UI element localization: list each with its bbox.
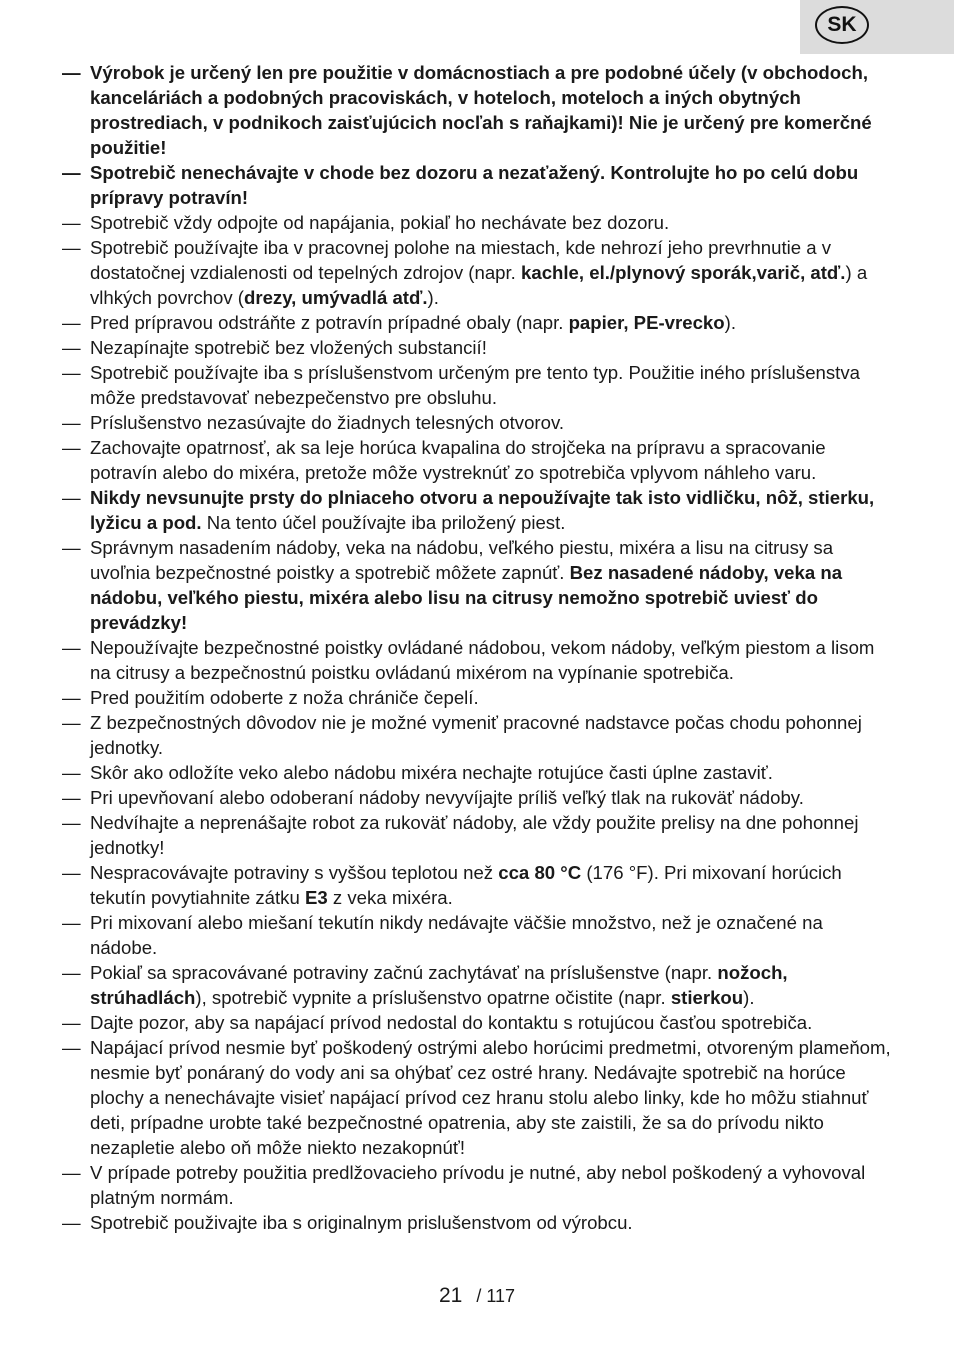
item-text: Na tento účel používajte iba priložený piest. bbox=[201, 512, 566, 533]
list-item bbox=[62, 960, 892, 1010]
item-text: Skôr ako odložíte veko alebo nádobu mixéra nechajte rotujúce časti úplne zastaviť. bbox=[90, 762, 773, 783]
dash-marker: — bbox=[62, 912, 81, 933]
item-text: kachle, el./plynový sporák,varič, atď. bbox=[521, 262, 846, 283]
dash-marker: — bbox=[62, 212, 81, 233]
dash-marker: — bbox=[62, 162, 81, 183]
dash-marker: — bbox=[62, 787, 81, 808]
item-text: Pri mixovaní alebo miešaní tekutín nikdy nedávajte väčšie množstvo, než je označené na nádobe. bbox=[90, 912, 823, 958]
dash-marker: — bbox=[62, 1162, 81, 1183]
item-text: Pokiaľ sa spracovávané potraviny začnú zachytávať na príslušenstve (napr. bbox=[90, 962, 718, 983]
page-number: 21 bbox=[438, 1284, 463, 1307]
item-text: Príslušenstvo nezasúvajte do žiadnych telesných otvorov. bbox=[90, 412, 565, 433]
item-text: Pred prípravou odstráňte z potravín prípadné obaly (napr. bbox=[90, 312, 569, 333]
item-text: Pred použitím odoberte z noža chrániče čepelí. bbox=[90, 687, 479, 708]
item-text: Spotrebič použivajte iba s originalnym prislušenstvom od výrobcu. bbox=[90, 1212, 633, 1233]
list-item bbox=[62, 1160, 892, 1210]
item-text: cca 80 °C bbox=[498, 862, 582, 883]
dash-marker: — bbox=[62, 62, 81, 83]
item-text: ). bbox=[743, 987, 755, 1008]
dash-marker: — bbox=[62, 437, 81, 458]
list-item bbox=[62, 160, 892, 210]
dash-marker: — bbox=[62, 312, 81, 333]
item-text: Nedvíhajte a neprenášajte robot za rukoväť nádoby, ale vždy použite prelisy na dne pohonnej jednotky! bbox=[90, 812, 859, 858]
item-text: Napájací prívod nesmie byť poškodený ostrými alebo horúcimi predmetmi, otvoreným plameňom, nesmie byť ponáraný do vody ani sa ohýbať cez ostré hrany. Nedávajte spotrebič na horúce plochy a nenechávajte visieť napájací prívod cez hranu stolu alebo linky, kde ho môžu stiahnuť deti, prípadne urobte také bezpečnostné opatrenia, aby ste zaistili, že sa do prívodu nikto nezapletie alebo oň môže niekto nezakopnúť! bbox=[90, 1037, 891, 1158]
dash-marker: — bbox=[62, 337, 81, 358]
item-text: Spotrebič nenechávajte v chode bez dozoru a nezaťažený. Kontrolujte ho po celú dobu prípravy potravín! bbox=[90, 162, 859, 208]
dash-marker: — bbox=[62, 712, 81, 733]
page-total: / 117 bbox=[476, 1286, 516, 1306]
list-item bbox=[62, 360, 892, 410]
item-text: ). bbox=[427, 287, 439, 308]
item-text: Dajte pozor, aby sa napájací prívod nedostal do kontaktu s rotujúcou časťou spotrebiča. bbox=[90, 1012, 813, 1033]
dash-marker: — bbox=[62, 487, 81, 508]
item-text: (176 °F). Pri mixovaní horúcich tekutín povytiahnite zátku bbox=[90, 862, 842, 908]
list-item bbox=[62, 910, 892, 960]
dash-marker: — bbox=[62, 237, 81, 258]
dash-marker: — bbox=[62, 962, 81, 983]
list-item bbox=[62, 860, 892, 910]
item-text: Z bezpečnostných dôvodov nie je možné vymeniť pracovné nadstavce počas chodu pohonnej jednotky. bbox=[90, 712, 862, 758]
item-text: Nespracovávajte potraviny s vyššou teplotou než bbox=[90, 862, 499, 883]
list-item bbox=[62, 785, 892, 810]
item-text: nožoch, strúhadlách bbox=[90, 962, 788, 1008]
item-text: ) a vlhkých povrchov ( bbox=[90, 262, 868, 308]
list-item bbox=[62, 710, 892, 760]
item-text: Správnym nasadením nádoby, veka na nádobu, veľkého piestu, mixéra a lisu na citrusy sa uvoľnia bezpečnostné poistky a spotrebič môžete zapnúť. bbox=[90, 537, 834, 583]
list-item bbox=[62, 310, 892, 335]
item-text: Pri upevňovaní alebo odoberaní nádoby nevyvíjajte príliš veľký tlak na rukoväť nádoby. bbox=[90, 787, 804, 808]
page-footer bbox=[0, 1284, 954, 1308]
list-item bbox=[62, 210, 892, 235]
dash-marker: — bbox=[62, 362, 81, 383]
list-item bbox=[62, 1010, 892, 1035]
list-item bbox=[62, 1210, 892, 1235]
item-text: ). bbox=[724, 312, 736, 333]
list-item bbox=[62, 235, 892, 310]
list-item bbox=[62, 60, 892, 160]
item-text: Spotrebič používajte iba s príslušenstvom určeným pre tento typ. Použitie iného príslušenstva môže predstavovať nebezpečenstvo pre obsluhu. bbox=[90, 362, 860, 408]
dash-marker: — bbox=[62, 412, 81, 433]
item-text: Zachovajte opatrnosť, ak sa leje horúca kvapalina do strojčeka na prípravu a spracovanie potravín alebo do mixéra, pretože môže vystreknúť zo spotrebiča vplyvom náhleho varu. bbox=[90, 437, 826, 483]
item-text: Spotrebič používajte iba v pracovnej polohe na miestach, kde nehrozí jeho prevrhnutie a v dostatočnej vzdialenosti od tepelných zdrojov (napr. bbox=[90, 237, 832, 283]
dash-marker: — bbox=[62, 1012, 81, 1033]
language-badge: SK bbox=[815, 6, 869, 44]
dash-marker: — bbox=[62, 1212, 81, 1233]
list-item bbox=[62, 535, 892, 635]
list-item bbox=[62, 335, 892, 360]
item-text: Nikdy nevsunujte prsty do plniaceho otvoru a nepoužívajte tak isto vidličku, nôž, stierku, lyžicu a pod. bbox=[90, 487, 875, 533]
item-text: Bez nasadené nádoby, veka na nádobu, veľkého piestu, mixéra alebo lisu na citrusy nemožno spotrebič uviesť do prevádzky! bbox=[90, 562, 843, 633]
item-text: V prípade potreby použitia predlžovacieho prívodu je nutné, aby nebol poškodený a vyhovoval platným normám. bbox=[90, 1162, 866, 1208]
item-text: drezy, umývadlá atď. bbox=[243, 287, 428, 308]
list-item bbox=[62, 810, 892, 860]
item-text: Nepoužívajte bezpečnostné poistky ovládané nádobou, vekom nádoby, veľkým piestom a lisom na citrusy a bezpečnostnú poistku ovládanú mixérom na vypínanie spotrebiča. bbox=[90, 637, 875, 683]
dash-marker: — bbox=[62, 637, 81, 658]
dash-marker: — bbox=[62, 862, 81, 883]
list-item bbox=[62, 760, 892, 785]
list-item bbox=[62, 685, 892, 710]
dash-marker: — bbox=[62, 812, 81, 833]
dash-marker: — bbox=[62, 762, 81, 783]
list-item bbox=[62, 485, 892, 535]
item-text: ), spotrebič vypnite a príslušenstvo opatrne očistite (napr. bbox=[195, 987, 671, 1008]
item-text: Výrobok je určený len pre použitie v domácnostiach a pre podobné účely (v obchodoch, kanceláriách a podobných pracoviskách, v hoteloch, moteloch a iných obytných prostrediach, v podnikoch zaisťujúcich nocľah s raňajkami)! Nie je určený pre komerčné použitie! bbox=[90, 62, 872, 158]
item-text: Spotrebič vždy odpojte od napájania, pokiaľ ho nechávate bez dozoru. bbox=[90, 212, 670, 233]
list-item bbox=[62, 410, 892, 435]
dash-marker: — bbox=[62, 537, 81, 558]
item-text: papier, PE-vrecko bbox=[568, 312, 725, 333]
safety-instructions-list bbox=[62, 60, 892, 1235]
item-text: E3 bbox=[305, 887, 328, 908]
list-item bbox=[62, 435, 892, 485]
dash-marker: — bbox=[62, 1037, 81, 1058]
item-text: stierkou bbox=[670, 987, 744, 1008]
list-item bbox=[62, 1035, 892, 1160]
item-text: z veka mixéra. bbox=[327, 887, 453, 908]
dash-marker: — bbox=[62, 687, 81, 708]
item-text: Nezapínajte spotrebič bez vložených substancií! bbox=[90, 337, 487, 358]
list-item bbox=[62, 635, 892, 685]
